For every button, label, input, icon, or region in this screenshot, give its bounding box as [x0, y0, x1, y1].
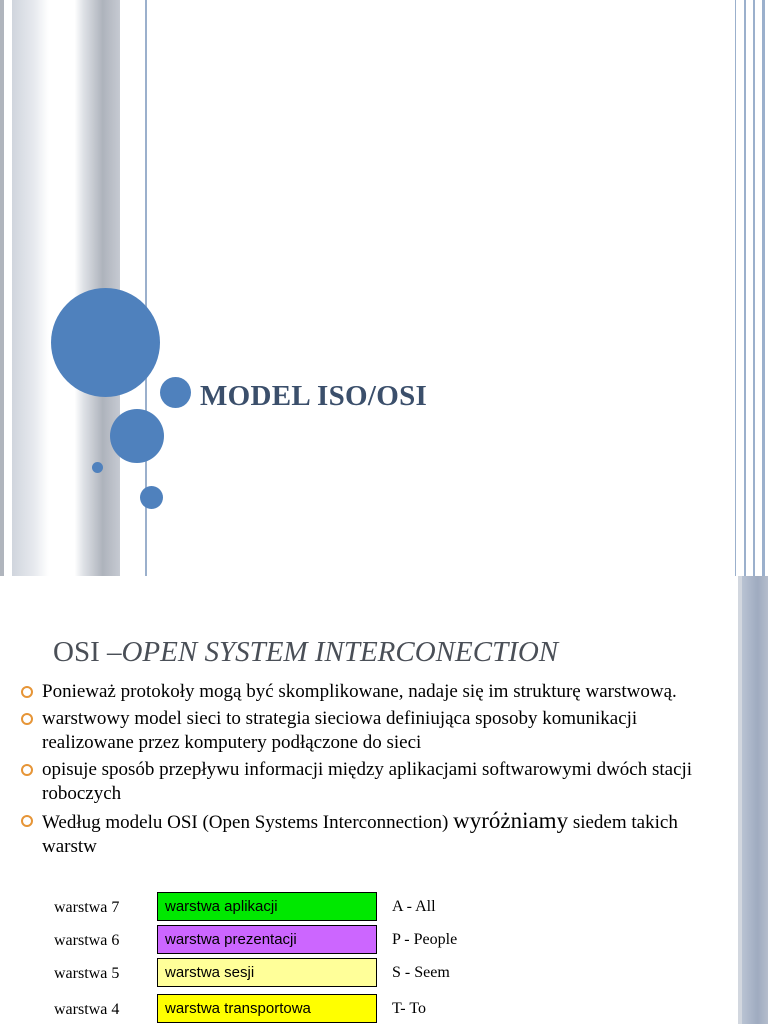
bullet-circle-icon	[21, 815, 33, 827]
right-vertical-line-2	[744, 0, 746, 576]
large-circle	[51, 288, 160, 397]
bullet-item	[20, 809, 732, 859]
layer-mnemonic: T- To	[392, 1000, 426, 1017]
bullet-text: warstwowy model sieci to strategia sieciowa definiująca sposoby komunikacji realizowane przez komputery podłączone do sieci	[42, 708, 638, 753]
bullet-circle-icon	[21, 764, 33, 776]
layer-number: warstwa 7	[54, 899, 120, 916]
bullet-text: opisuje sposób przepływu informacji między aplikacjami softwarowymi dwóch stacji roboczych	[42, 759, 693, 804]
layer-name-cell: warstwa prezentacji	[157, 925, 377, 954]
layer-name-cell: warstwa sesji	[157, 958, 377, 987]
tiny-circle	[92, 462, 103, 473]
layer-mnemonic: A - All	[392, 898, 436, 915]
bullet-circle-icon	[21, 686, 33, 698]
bullet-list	[20, 680, 732, 862]
small-circle	[160, 377, 191, 408]
right-vertical-line-3	[753, 0, 755, 576]
layer-name-cell: warstwa transportowa	[157, 994, 377, 1023]
bullet-text: Ponieważ protokoły mogą być skomplikowane, nadaje się im strukturę warstwową.	[42, 681, 677, 702]
layer-number: warstwa 6	[54, 932, 120, 949]
slide-title: MODEL ISO/OSI	[200, 380, 428, 412]
right-vertical-line-4	[762, 0, 765, 576]
bullet-text-end: siedem takich warstw	[42, 812, 678, 857]
bullet-circle-icon	[21, 713, 33, 725]
right-band-dark	[742, 576, 768, 1024]
medium-circle	[110, 409, 164, 463]
left-edge-stripe	[0, 0, 4, 576]
small-circle-bottom	[140, 486, 163, 509]
slide-heading	[53, 636, 558, 669]
heading-italic: OPEN SYSTEM INTERCONECTION	[121, 636, 559, 668]
right-vertical-line-1	[735, 0, 736, 576]
bullet-text-start: Według modelu OSI (Open Systems Interconnection)	[42, 812, 454, 833]
bullet-text-emphasis: wyróżniamy	[453, 808, 569, 833]
bullet-item	[20, 680, 732, 704]
content-slide	[0, 576, 768, 1024]
bullet-item	[20, 707, 732, 755]
layer-mnemonic: S - Seem	[392, 964, 450, 981]
layer-name-cell: warstwa aplikacji	[157, 892, 377, 921]
bullet-item	[20, 758, 732, 806]
heading-prefix: OSI –	[53, 636, 122, 668]
layer-number: warstwa 4	[54, 1001, 120, 1018]
layer-number: warstwa 5	[54, 965, 120, 982]
layer-mnemonic: P - People	[392, 931, 458, 948]
